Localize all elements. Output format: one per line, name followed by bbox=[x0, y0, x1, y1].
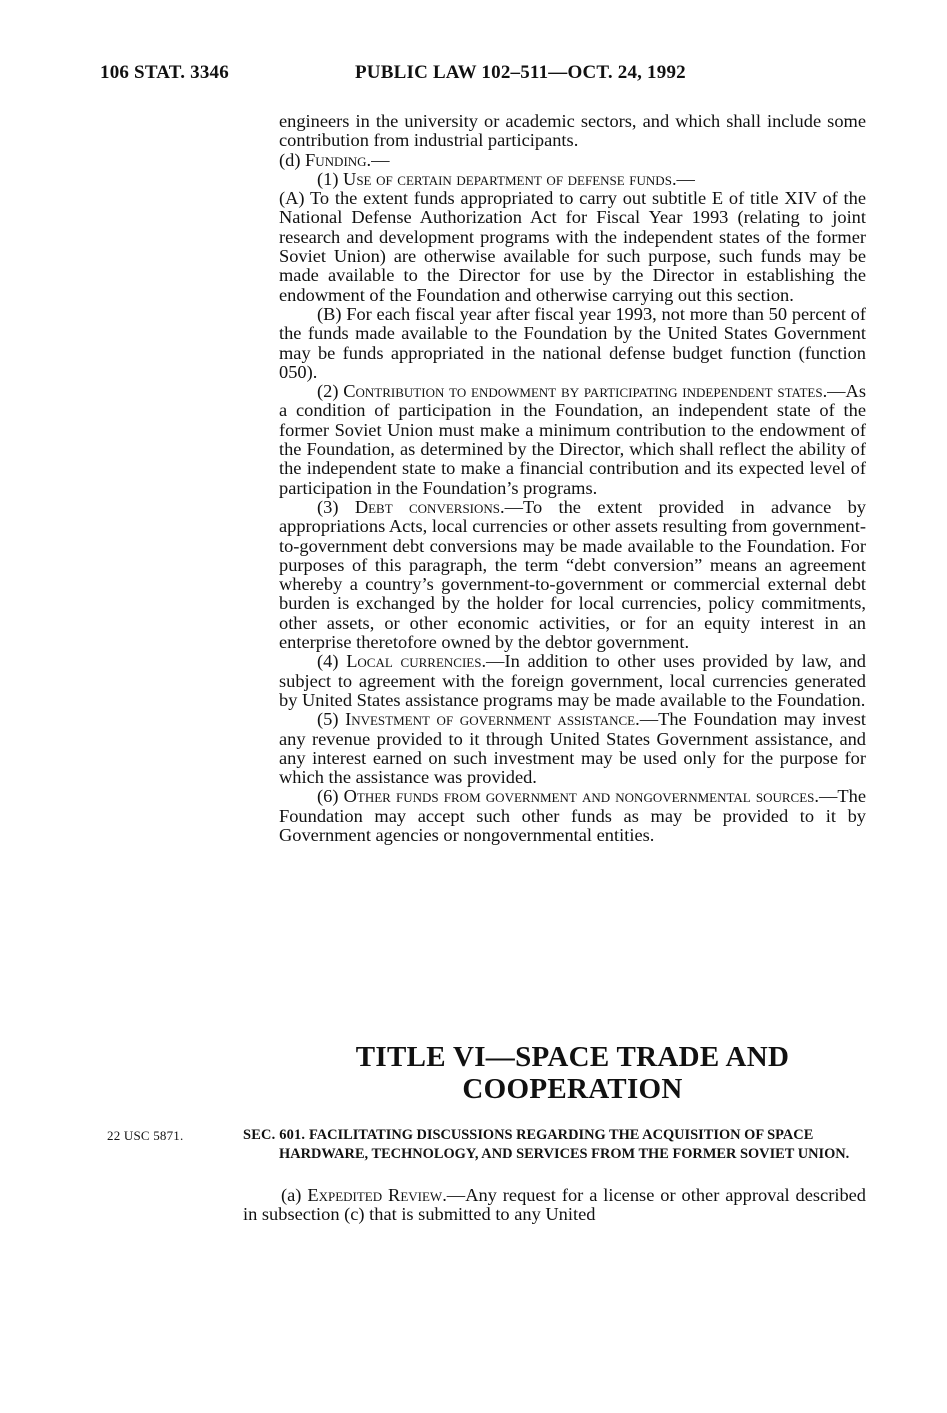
paragraph-3-title: Debt conversions bbox=[354, 496, 501, 517]
subsection-d-label: (d) bbox=[279, 149, 306, 170]
public-law-reference: PUBLIC LAW 102–511—OCT. 24, 1992 bbox=[355, 62, 686, 83]
paragraph-5-label: (5) bbox=[317, 709, 346, 730]
subsection-a-title: Expedited Review bbox=[307, 1185, 443, 1205]
paragraph-5-text: .—The Foundation may invest any revenue provided to it through United States Government assistance, and any interest earned on such investment may be used only for the purpose for which the assistance was provided. bbox=[279, 709, 866, 788]
paragraph-1-label: (1) bbox=[317, 168, 344, 189]
paragraph-1-title: Use of certain department of defense funds bbox=[343, 168, 672, 189]
paragraph-2 bbox=[279, 382, 866, 498]
paragraph-3-label: (3) bbox=[317, 496, 355, 517]
running-header bbox=[100, 62, 900, 84]
subparagraph-a: (A) To the extent funds appropriated to carry out subtitle E of title XIV of the National Defense Authorization Act for Fiscal Year 1993 (relating to joint research and development programs with the independent states of the former Soviet Union) are otherwise available for such purpose, such funds may be made available to the Director for use by the Director in establishing the endowment of the Foundation and otherwise carrying out this section. bbox=[279, 188, 866, 305]
paragraph-5-title: Investment of government assistance bbox=[345, 709, 636, 730]
paragraph-1-heading bbox=[279, 170, 866, 189]
subsection-a-text: .—Any request for a license or other approval described in subsection (c) that is submitted to any United bbox=[243, 1185, 867, 1225]
paragraph-continuation: engineers in the university or academic sectors, and which shall include some contribution from industrial participants. bbox=[279, 111, 866, 151]
title-line-2: COOPERATION bbox=[462, 1073, 683, 1105]
subsection-a-label: (a) bbox=[281, 1185, 308, 1205]
title-heading bbox=[279, 1041, 866, 1105]
paragraph-6-text: .—The Foundation may accept such other funds as may be provided to it by Government agencies or nongovernmental entities. bbox=[279, 786, 866, 845]
funding-text-block bbox=[279, 112, 866, 845]
paragraph-5 bbox=[279, 710, 866, 787]
subsection-d-dash: .— bbox=[366, 149, 390, 170]
subsection-d-heading bbox=[279, 151, 866, 170]
paragraph-4-label: (4) bbox=[317, 651, 347, 672]
subsection-d-title: Funding bbox=[305, 149, 367, 170]
paragraph-2-text: .—As a condition of participation in the Foundation, an independent state of the former Soviet Union must make a minimum contribution to the endowment of the Foundation, as determined by the Director, which shall reflect the ability of the independent state to make a financial contribution and its expected level of participation in the Foundation’s programs. bbox=[279, 381, 866, 498]
section-601-heading bbox=[243, 1126, 866, 1164]
section-title: FACILITATING DISCUSSIONS REGARDING THE ACQUISITION OF SPACE HARDWARE, TECHNOLOGY, AND SERVICES FROM THE FORMER SOVIET UNION. bbox=[279, 1127, 850, 1162]
section-label: SEC. 601. bbox=[243, 1127, 309, 1143]
section-601-text bbox=[243, 1186, 866, 1225]
subparagraph-b: (B) For each fiscal year after fiscal year 1993, not more than 50 percent of the funds made available to the Foundation by the United States Government may be funds appropriated in the national defense budget function (function 050). bbox=[279, 303, 866, 382]
margin-usc-citation: 22 USC 5871. bbox=[107, 1128, 184, 1143]
statute-reference: 106 STAT. 3346 bbox=[100, 62, 229, 83]
paragraph-6-label: (6) bbox=[317, 786, 344, 807]
paragraph-6 bbox=[279, 787, 866, 845]
paragraph-1-dash: .— bbox=[671, 168, 695, 189]
paragraph-6-title: Other funds from government and nongovernmental sources bbox=[343, 786, 815, 807]
paragraph-3-text: .—To the extent provided in advance by appropriations Acts, local currencies or other assets resulting from government-to-government debt conversions may be made available to the Foundation. For purposes of this paragraph, the term “debt conversion” means an agreement whereby a country’s government-to-government or commercial external debt burden is exchanged by the holder for local currencies, policy commitments, other assets, or other economic activities, or for an equity interest in an enterprise theretofore owned by the debtor government. bbox=[279, 496, 866, 653]
paragraph-4-title: Local currencies bbox=[346, 651, 482, 672]
paragraph-2-label: (2) bbox=[317, 381, 344, 402]
title-line-1: TITLE VI—SPACE TRADE AND bbox=[355, 1041, 790, 1073]
paragraph-4-text: .—In addition to other uses provided by law, and subject to agreement with the foreign government, local currencies generated by United States assistance programs may be made available to the Foundation. bbox=[279, 651, 866, 710]
paragraph-4 bbox=[279, 652, 866, 710]
paragraph-2-title: Contribution to endowment by participating independent states bbox=[343, 381, 823, 402]
subsection-a bbox=[243, 1186, 866, 1225]
paragraph-3 bbox=[279, 498, 866, 652]
